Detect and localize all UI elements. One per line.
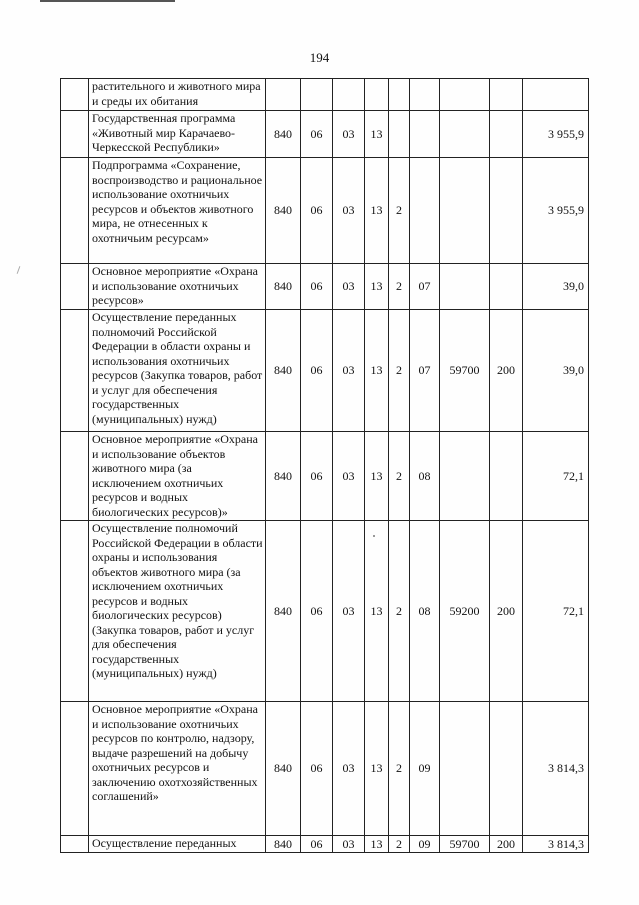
ministry-code: 840 [266,702,301,836]
ministry-code: 840 [266,432,301,521]
section-code: 06 [301,264,333,310]
ministry-code: 840 [266,158,301,264]
expense-type-code [490,702,523,836]
section-code: 06 [301,702,333,836]
section-code: 06 [301,432,333,521]
direction-code [440,79,490,111]
event-code [410,111,440,158]
row-name: Государственная программа «Животный мир Карачаево-Черкесской Республики» [89,111,266,158]
event-code: 07 [410,310,440,432]
event-code: 07 [410,264,440,310]
subsection-code: 03 [333,836,365,853]
event-code: 08 [410,432,440,521]
row-name: Подпрограмма «Сохранение, воспроизводство и рациональное использование охотничьих ресурсов и объектов животного мира, не отнесенных к охотничьим ресурсам» [89,158,266,264]
direction-code: 59700 [440,310,490,432]
subprogram-code: 2 [389,264,410,310]
direction-code [440,702,490,836]
subprogram-code [389,79,410,111]
section-code [301,79,333,111]
table-row [61,432,589,521]
program-code: 13 [365,111,389,158]
amount: 3 955,9 [523,111,589,158]
subprogram-code [389,111,410,158]
subsection-code: 03 [333,702,365,836]
event-code: 08 [410,521,440,702]
subsection-code: 03 [333,310,365,432]
row-name: растительного и животного мира и среды их обитания [89,79,266,111]
ministry-code: 840 [266,310,301,432]
event-code [410,79,440,111]
direction-code [440,264,490,310]
row-number-cell [61,702,89,836]
page-number: 194 [309,50,330,65]
ministry-code: 840 [266,836,301,853]
expense-type-code: 200 [490,521,523,702]
amount: 3 955,9 [523,158,589,264]
section-code: 06 [301,836,333,853]
subsection-code: 03 [333,158,365,264]
row-number-cell [61,158,89,264]
event-code: 09 [410,836,440,853]
row-number-cell [61,111,89,158]
program-code: 13 [365,702,389,836]
table-row [61,264,589,310]
subsection-code: 03 [333,521,365,702]
amount: 3 814,3 [523,702,589,836]
row-name: Осуществление полномочий Российской Федерации в области охраны и использования объектов животного мира (за исключением охотничьих ресурсов и водных биологических ресурсов) (Закупка товаров, работ и услуг для обеспечения государственных (муниципальных) нужд) [89,521,266,702]
direction-code [440,432,490,521]
row-name: Основное мероприятие «Охрана и использование охотничьих ресурсов по контролю, надзору, выдаче разрешений на добычу охотничьих ресурсов и заключению охотхозяйственных соглашений» [89,702,266,836]
expense-type-code [490,158,523,264]
expense-type-code: 200 [490,310,523,432]
subsection-code: 03 [333,111,365,158]
section-code: 06 [301,111,333,158]
table-row [61,702,589,836]
scan-margin-mark [17,266,21,274]
row-name: Осуществление переданных полномочий Российской Федерации в области охраны и использования охотничьих ресурсов (Закупка товаров, работ и услуг для обеспечения государственных (муниципальных) нужд) [89,310,266,432]
row-name: Основное мероприятие «Охрана и использование объектов животного мира (за исключением охотничьих ресурсов и водных биологических ресурсов)» [89,432,266,521]
row-name: Осуществление переданных [89,836,266,853]
program-code [365,79,389,111]
expense-type-code: 200 [490,836,523,853]
subsection-code: 03 [333,264,365,310]
table-row [61,521,589,702]
amount: 72,1 [523,432,589,521]
subprogram-code: 2 [389,521,410,702]
ministry-code [266,79,301,111]
amount: 39,0 [523,310,589,432]
row-number-cell [61,310,89,432]
table-row [61,158,589,264]
program-code: 13 [365,264,389,310]
subprogram-code: 2 [389,702,410,836]
scan-speck [373,535,375,537]
direction-code: 59200 [440,521,490,702]
row-number-cell [61,79,89,111]
section-code: 06 [301,310,333,432]
program-code: 13 [365,310,389,432]
amount: 39,0 [523,264,589,310]
row-name: Основное мероприятие «Охрана и использование охотничьих ресурсов» [89,264,266,310]
amount [523,79,589,111]
amount: 72,1 [523,521,589,702]
subprogram-code: 2 [389,432,410,521]
program-code: 13 [365,836,389,853]
expense-type-code [490,79,523,111]
table-row [61,836,589,853]
subprogram-code: 2 [389,310,410,432]
expense-type-code [490,432,523,521]
event-code [410,158,440,264]
row-number-cell [61,836,89,853]
ministry-code: 840 [266,521,301,702]
amount: 3 814,3 [523,836,589,853]
table-row [61,310,589,432]
subprogram-code: 2 [389,836,410,853]
event-code: 09 [410,702,440,836]
subprogram-code: 2 [389,158,410,264]
table-row [61,111,589,158]
scan-top-bar [40,0,175,2]
direction-code [440,111,490,158]
subsection-code: 03 [333,432,365,521]
budget-table [60,78,589,853]
program-code: 13 [365,521,389,702]
section-code: 06 [301,521,333,702]
subsection-code [333,79,365,111]
expense-type-code [490,264,523,310]
row-number-cell [61,264,89,310]
program-code: 13 [365,158,389,264]
row-number-cell [61,432,89,521]
table-row [61,79,589,111]
program-code: 13 [365,432,389,521]
ministry-code: 840 [266,111,301,158]
expense-type-code [490,111,523,158]
ministry-code: 840 [266,264,301,310]
direction-code: 59700 [440,836,490,853]
section-code: 06 [301,158,333,264]
direction-code [440,158,490,264]
row-number-cell [61,521,89,702]
